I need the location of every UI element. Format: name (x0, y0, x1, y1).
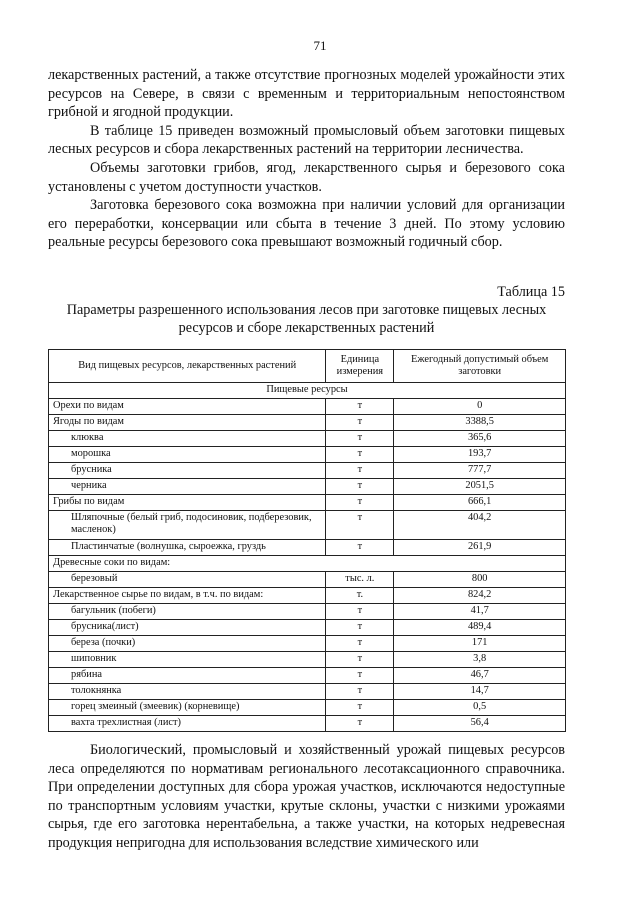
volume-cell: 3,8 (394, 652, 566, 668)
resource-name-cell: Ягоды по видам (49, 415, 326, 431)
resource-name-cell: Орехи по видам (49, 399, 326, 415)
unit-cell: т (326, 495, 394, 511)
volume-cell: 171 (394, 636, 566, 652)
table-row (49, 652, 566, 668)
unit-cell: т (326, 540, 394, 556)
volume-cell: 14,7 (394, 684, 566, 700)
volume-cell: 489,4 (394, 620, 566, 636)
volume-cell: 2051,5 (394, 479, 566, 495)
table-row (49, 463, 566, 479)
unit-cell: тыс. л. (326, 572, 394, 588)
table-row (49, 604, 566, 620)
volume-cell: 193,7 (394, 447, 566, 463)
volume-cell: 365,6 (394, 431, 566, 447)
resource-name-cell: Лекарственное сырье по видам, в т.ч. по видам: (49, 588, 326, 604)
volume-cell: 666,1 (394, 495, 566, 511)
unit-cell: т (326, 415, 394, 431)
resource-name-cell: береза (почки) (49, 636, 326, 652)
closing-paragraph: Биологический, промысловый и хозяйственный урожай пищевых ресурсов леса определяются по нормативам регионального лесотаксационного справочника. При определении доступных для сбора урожая участков, исключаются недоступные по транспортным условиям участки, крутые склоны, участки с низкими урожаями сырья, где его заготовка нерентабельна, а также участки, на которых недревесная продукция непригодна для использования вследствие химического или (48, 742, 565, 851)
table-row (49, 383, 566, 399)
unit-cell: т (326, 447, 394, 463)
resource-name-cell: рябина (49, 668, 326, 684)
unit-cell: т (326, 479, 394, 495)
unit-cell: т (326, 652, 394, 668)
header-annual-volume: Ежегодный допустимый объем заготовки (394, 350, 566, 383)
table-row (49, 668, 566, 684)
volume-cell: 0 (394, 399, 566, 415)
table-body (49, 383, 566, 732)
table-row (49, 479, 566, 495)
intro-paragraph: лекарственных растений, а также отсутствие прогнозных моделей урожайности этих ресурсов на Севере, в связи с временным и территориальным непостоянством грибной и ягодной продукции. (48, 67, 565, 121)
intro-text (48, 66, 565, 252)
resource-name-cell: Шляпочные (белый гриб, подосиновик, подберезовик, масленок) (49, 511, 326, 540)
resource-name-cell: шиповник (49, 652, 326, 668)
resource-name-cell: березовый (49, 572, 326, 588)
volume-cell: 261,9 (394, 540, 566, 556)
unit-cell: т (326, 511, 394, 540)
table-row (49, 447, 566, 463)
table-row (49, 700, 566, 716)
volume-cell: 41,7 (394, 604, 566, 620)
volume-cell: 800 (394, 572, 566, 588)
resource-name-cell: брусника(лист) (49, 620, 326, 636)
table-header-row (49, 350, 566, 383)
closing-text (48, 741, 565, 853)
volume-cell: 46,7 (394, 668, 566, 684)
unit-cell: т (326, 620, 394, 636)
intro-paragraph: В таблице 15 приведен возможный промысловый объем заготовки пищевых лесных ресурсов и сбора лекарственных растений на территории лесничества. (48, 122, 565, 158)
table-row (49, 495, 566, 511)
unit-cell: т. (326, 588, 394, 604)
header-unit: Единица измерения (326, 350, 394, 383)
table-row (49, 399, 566, 415)
table-row (49, 716, 566, 732)
volume-cell: 0,5 (394, 700, 566, 716)
resources-table (48, 349, 566, 732)
resource-name-cell: черника (49, 479, 326, 495)
table-row (49, 572, 566, 588)
table-row (49, 415, 566, 431)
resource-name-cell: Пластинчатые (волнушка, сыроежка, груздь (49, 540, 326, 556)
unit-cell: т (326, 700, 394, 716)
table-label: Таблица 15 (497, 284, 565, 300)
header-resource-type: Вид пищевых ресурсов, лекарственных растений (49, 350, 326, 383)
intro-paragraph: Объемы заготовки грибов, ягод, лекарственного сырья и березового сока установлены с учетом доступности участков. (48, 159, 565, 195)
volume-cell: 56,4 (394, 716, 566, 732)
resource-name-cell: вахта трехлистная (лист) (49, 716, 326, 732)
resource-name-cell: клюква (49, 431, 326, 447)
table-row (49, 511, 566, 540)
unit-cell: т (326, 431, 394, 447)
resource-name-cell: брусника (49, 463, 326, 479)
unit-cell: т (326, 399, 394, 415)
intro-paragraph: Заготовка березового сока возможна при наличии условий для организации его переработки, консервации или сбыта в течение 3 дней. По этому условию реальные ресурсы березового сока превышают возможный годичный сбор. (48, 197, 565, 251)
unit-cell: т (326, 463, 394, 479)
section-heading-cell: Пищевые ресурсы (49, 383, 566, 399)
table-row (49, 636, 566, 652)
unit-cell: т (326, 636, 394, 652)
volume-cell: 3388,5 (394, 415, 566, 431)
volume-cell: 777,7 (394, 463, 566, 479)
unit-cell: т (326, 668, 394, 684)
resource-name-cell: Грибы по видам (49, 495, 326, 511)
page-number: 71 (313, 38, 327, 53)
volume-cell: 404,2 (394, 511, 566, 540)
unit-cell: т (326, 684, 394, 700)
table-row (49, 588, 566, 604)
unit-cell: т (326, 716, 394, 732)
resource-name-cell: морошка (49, 447, 326, 463)
table-row (49, 684, 566, 700)
volume-cell: 824,2 (394, 588, 566, 604)
resource-name-cell: багульник (побеги) (49, 604, 326, 620)
table-row (49, 431, 566, 447)
table-row (49, 540, 566, 556)
resource-name-cell: горец змеиный (змеевик) (корневище) (49, 700, 326, 716)
group-heading-cell: Древесные соки по видам: (49, 556, 566, 572)
resource-name-cell: толокнянка (49, 684, 326, 700)
table-row (49, 556, 566, 572)
table-title: Параметры разрешенного использования лесов при заготовке пищевых лесных ресурсов и сборе лекарственных растений (66, 302, 547, 336)
unit-cell: т (326, 604, 394, 620)
table-row (49, 620, 566, 636)
